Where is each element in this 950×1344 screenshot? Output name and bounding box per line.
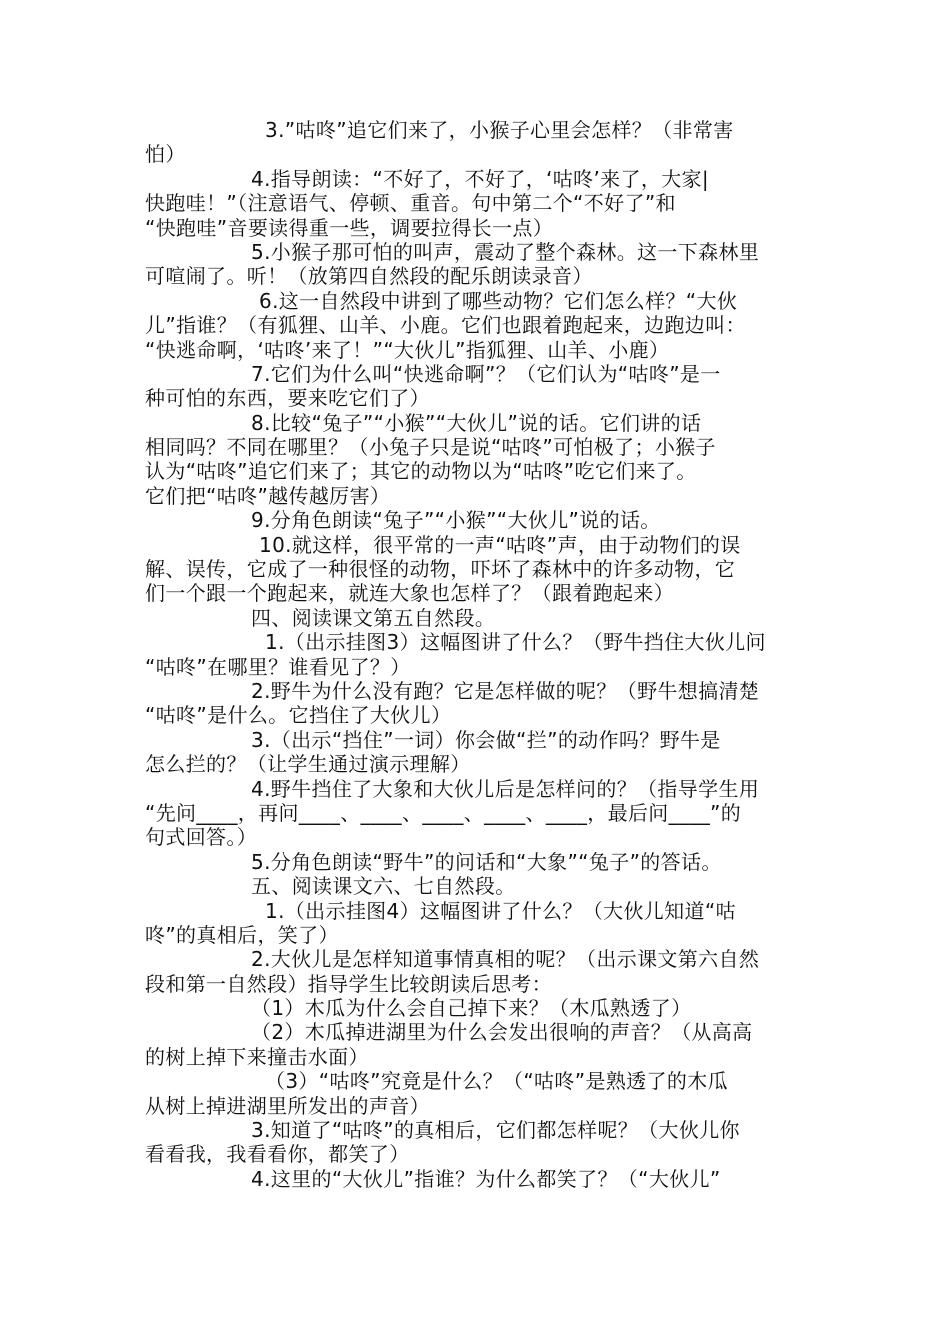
text-line: “咕咚”在哪里？谁看见了？） [145,654,411,679]
text-line: 从树上掉进湖里所发出的声音） [145,1093,430,1118]
text-line: 8.比较“兔子”“小猴”“大伙儿”说的话。它们讲的话 [251,410,702,435]
text-line: （1）木瓜为什么会自己掉下来？（木瓜熟透了） [251,996,692,1021]
text-line: 4.野牛挡住了大象和大伙儿后是怎样问的？（指导学生用 [251,776,760,801]
text-line: 2.大伙儿是怎样知道事情真相的呢？（出示课文第六自然 [251,947,760,972]
text-line: 3.”咕咚”追它们来了，小猴子心里会怎样？（非常害 [265,118,734,142]
text-line: 五、阅读课文六、七自然段。 [251,874,516,899]
text-line: （3）“咕咚”究竟是什么？（“咕咚”是熟透了的木瓜 [265,1069,728,1094]
text-line: 6.这一自然段中讲到了哪些动物？它们怎么样？“大伙 [259,288,738,313]
text-line: 句式回答。） [145,825,258,850]
text-line: 它们把“咕咚”越传越厉害） [145,483,391,508]
text-line: 3.（出示“挡住”一词）你会做“拦”的动作吗？野牛是 [251,727,721,752]
text-line: 怎么拦的？（让学生通过演示理解） [145,752,471,777]
text-line: 1.（出示挂图4）这幅图讲了什么？（大伙儿知道“咕 [265,898,736,923]
text-line: 种可怕的东西，要来吃它们了） [145,386,430,411]
text-line: 5.分角色朗读“野牛”的问话和“大象”“兔子”的答话。 [251,849,722,874]
text-line: “先问____，再问____、____、____、____、____，最后问____”的 [145,800,742,825]
text-line: “快跑哇”音要读得重一些，调要拉得长一点） [145,215,554,240]
text-line: 看看我，我看看你，都笑了） [145,1142,410,1167]
text-line: 5.小猴子那可怕的叫声，震动了整个森林。这一下森林里 [251,239,760,264]
text-line: 9.分角色朗读“兔子”“小猴”“大伙儿”说的话。 [251,508,661,533]
text-line: 解、误传，它成了一种很怪的动物，吓坏了森林中的许多动物，它 [145,557,736,582]
text-line: 10.就这样，很平常的一声“咕咚”声，由于动物们的误 [259,532,741,557]
text-line: 四、阅读课文第五自然段。 [251,605,496,630]
text-line: 认为“咕咚”追它们来了；其它的动物以为“咕咚”吃它们来了。 [145,459,697,484]
text-line: 1.（出示挂图3）这幅图讲了什么？（野牛挡住大伙儿问 [265,630,766,655]
text-line: 们一个跟一个跑起来，就连大象也怎样了？（跟着跑起来） [145,581,675,606]
text-line: 段和第一自然段）指导学生比较朗读后思考： [145,971,552,996]
text-line: 2.野牛为什么没有跑？它是怎样做的呢？（野牛想搞清楚 [251,678,760,703]
text-line: 可喧闹了。听！（放第四自然段的配乐朗读录音） [145,264,593,289]
text-line: 7.它们为什么叫“快逃命啊”？（它们认为“咕咚”是一 [251,361,721,386]
text-line: 相同吗？不同在哪里？（小兔子只是说“咕咚”可怕极了；小猴子 [145,435,716,460]
text-line: （2）木瓜掉进湖里为什么会发出很响的声音？（从高高 [251,1020,753,1045]
text-line: “咕咚”是什么。它挡住了大伙儿） [145,703,452,728]
text-line: 4.指导朗读：“不好了，不好了，‘咕咚’来了，大家| [251,166,709,191]
text-line: 的树上掉下来撞击水面） [145,1044,369,1069]
text-line: 怕） [145,142,186,167]
text-line: 咚”的真相后，笑了） [145,922,339,947]
text-line: 4.这里的“大伙儿”指谁？为什么都笑了？（“大伙儿” [251,1166,721,1191]
text-line: 快跑哇！”（注意语气、停顿、重音。句中第二个“不好了”和 [145,191,676,216]
text-line: 儿”指谁？（有狐狸、山羊、小鹿。它们也跟着跑起来，边跑边叫： [145,313,746,338]
text-line: 3.知道了“咕咚”的真相后，它们都怎样呢？（大伙儿你 [251,1118,740,1143]
text-line: “快逃命啊，‘咕咚’来了！”“大伙儿”指狐狸、山羊、小鹿） [145,337,670,362]
document-body [145,118,810,1191]
